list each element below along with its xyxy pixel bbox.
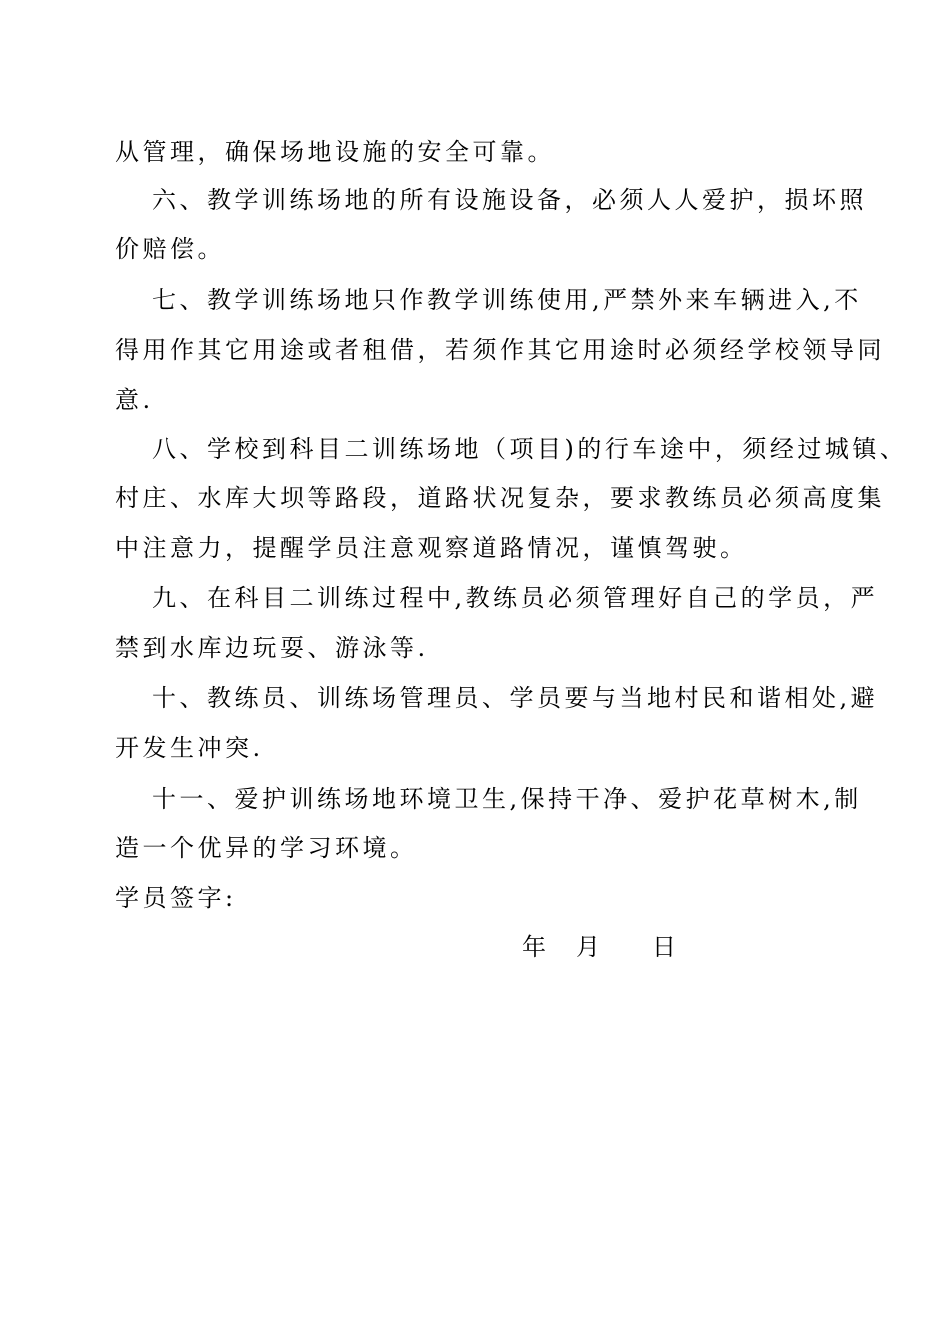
paragraph-6-line-1: 六、教学训练场地的所有设施设备，必须人人爱护，损坏照 — [152, 186, 867, 214]
paragraph-6-line-2: 价赔偿。 — [115, 235, 225, 263]
paragraph-7-line-3: 意. — [115, 386, 154, 414]
paragraph-7-line-2: 得用作其它用途或者租借，若须作其它用途时必须经学校领导同 — [115, 336, 885, 364]
paragraph-7-line-1: 七、教学训练场地只作教学训练使用,严禁外来车辆进入,不 — [152, 286, 862, 314]
paragraph-11-line-1: 十一、爱护训练场地环境卫生,保持干净、爱护花草树木,制 — [152, 785, 862, 813]
paragraph-11-line-2: 造一个优异的学习环境。 — [115, 834, 418, 862]
paragraph-8-line-3: 中注意力，提醒学员注意观察道路情况，谨慎驾驶。 — [115, 534, 748, 562]
paragraph-9-line-1: 九、在科目二训练过程中,教练员必须管理好自己的学员，严 — [152, 584, 879, 612]
date-month-label: 月 — [576, 933, 600, 961]
date-day-label: 日 — [652, 933, 676, 961]
paragraph-10-line-2: 开发生冲突. — [115, 734, 264, 762]
paragraph-9-line-2: 禁到水库边玩耍、游泳等. — [115, 634, 429, 662]
student-signature-label: 学员签字: — [115, 884, 237, 912]
date-year-label: 年 — [522, 933, 546, 961]
paragraph-8-line-2: 村庄、水库大坝等路段，道路状况复杂，要求教练员必须高度集 — [115, 484, 885, 512]
paragraph-8-line-1: 八、学校到科目二训练场地（项目)的行车途中，须经过城镇、 — [152, 435, 908, 463]
paragraph-5-cont-line: 从管理，确保场地设施的安全可靠。 — [115, 138, 555, 166]
paragraph-10-line-1: 十、教练员、训练场管理员、学员要与当地村民和谐相处,避 — [152, 684, 879, 712]
